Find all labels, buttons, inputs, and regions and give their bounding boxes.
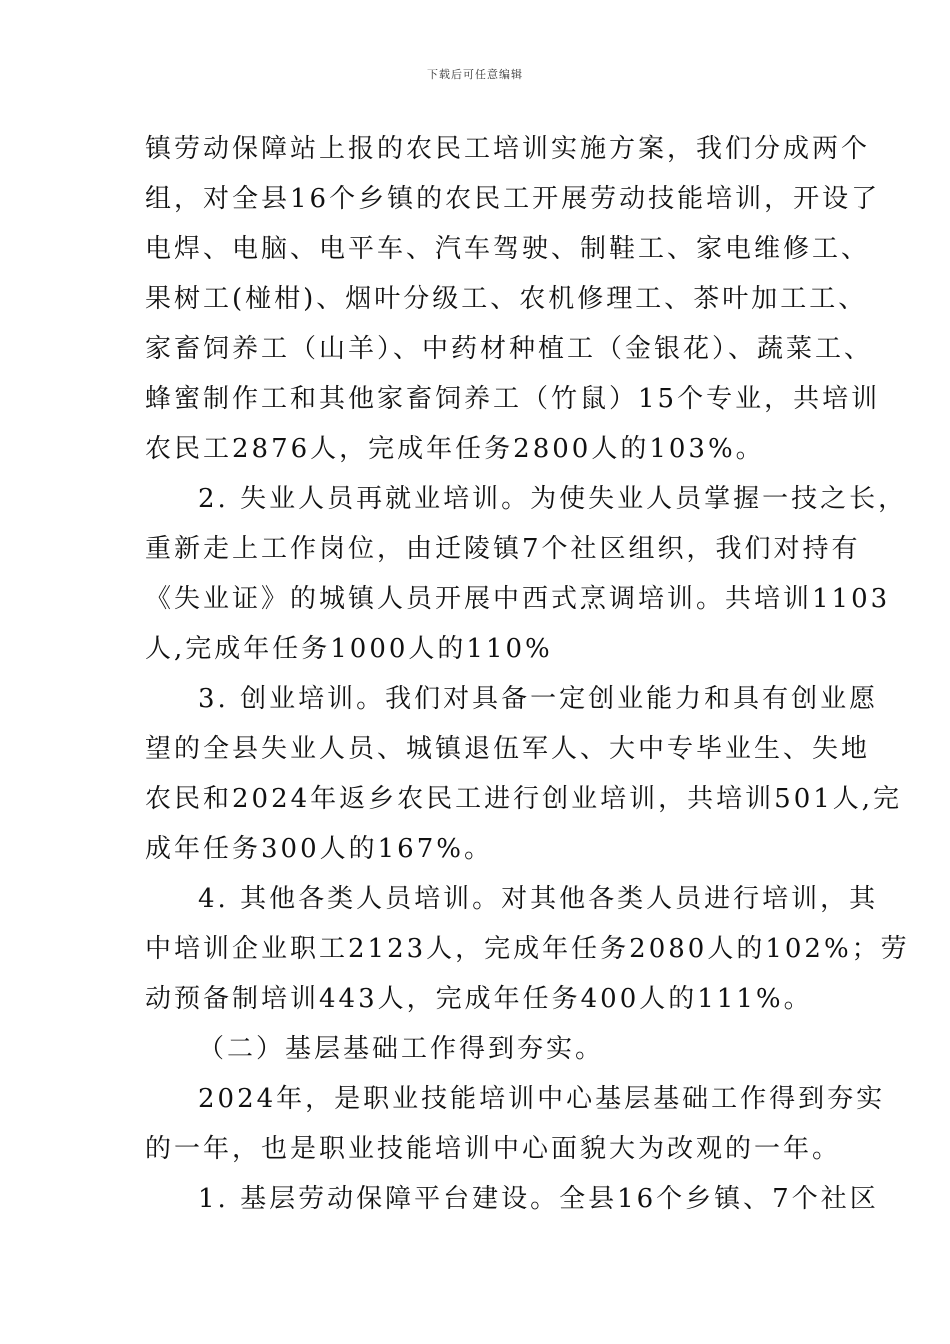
paragraph-line: 重新走上工作岗位，由迁陵镇7个社区组织，我们对持有 bbox=[145, 534, 861, 564]
paragraph-line: 3. 创业培训。我们对具备一定创业能力和具有创业愿 bbox=[198, 684, 879, 714]
paragraph-line: 2024年，是职业技能培训中心基层基础工作得到夯实 bbox=[198, 1084, 886, 1114]
paragraph-line: 《失业证》的城镇人员开展中西式烹调培训。共培训1103 bbox=[145, 584, 891, 614]
paragraph-line: 成年任务300人的167%。 bbox=[145, 834, 493, 864]
paragraph-line: 2. 失业人员再就业培训。为使失业人员掌握一技之长， bbox=[198, 484, 908, 514]
paragraph-line: 的一年，也是职业技能培训中心面貌大为改观的一年。 bbox=[145, 1134, 842, 1164]
paragraph-line: 组，对全县16个乡镇的农民工开展劳动技能培训，开设了 bbox=[145, 184, 881, 214]
paragraph-line: 动预备制培训443人，完成年任务400人的111%。 bbox=[145, 984, 813, 1014]
page-header: 下载后可任意编辑 bbox=[427, 68, 523, 81]
paragraph-line: 人,完成年任务1000人的110% bbox=[145, 634, 553, 664]
paragraph-line: 蜂蜜制作工和其他家畜饲养工（竹鼠）15个专业，共培训 bbox=[145, 384, 881, 414]
paragraph-line: 1. 基层劳动保障平台建设。全县16个乡镇、7个社区 bbox=[198, 1184, 879, 1214]
paragraph-line: 4. 其他各类人员培训。对其他各类人员进行培训，其 bbox=[198, 884, 879, 914]
paragraph-line: 中培训企业职工2123人，完成年任务2080人的102%；劳 bbox=[145, 934, 910, 964]
paragraph-line: 电焊、电脑、电平车、汽车驾驶、制鞋工、家电维修工、 bbox=[145, 234, 871, 264]
paragraph-line: 农民工2876人，完成年任务2800人的103%。 bbox=[145, 434, 765, 464]
paragraph-line: 镇劳动保障站上报的农民工培训实施方案，我们分成两个 bbox=[145, 134, 871, 164]
section-heading: （二）基层基础工作得到夯实。 bbox=[198, 1034, 605, 1064]
paragraph-line: 农民和2024年返乡农民工进行创业培训，共培训501人,完 bbox=[145, 784, 903, 814]
paragraph-line: 果树工(椪柑)、烟叶分级工、农机修理工、茶叶加工工、 bbox=[145, 284, 868, 314]
paragraph-line: 望的全县失业人员、城镇退伍军人、大中专毕业生、失地 bbox=[145, 734, 871, 764]
paragraph-line: 家畜饲养工（山羊）、中药材种植工（金银花）、蔬菜工、 bbox=[145, 334, 874, 364]
